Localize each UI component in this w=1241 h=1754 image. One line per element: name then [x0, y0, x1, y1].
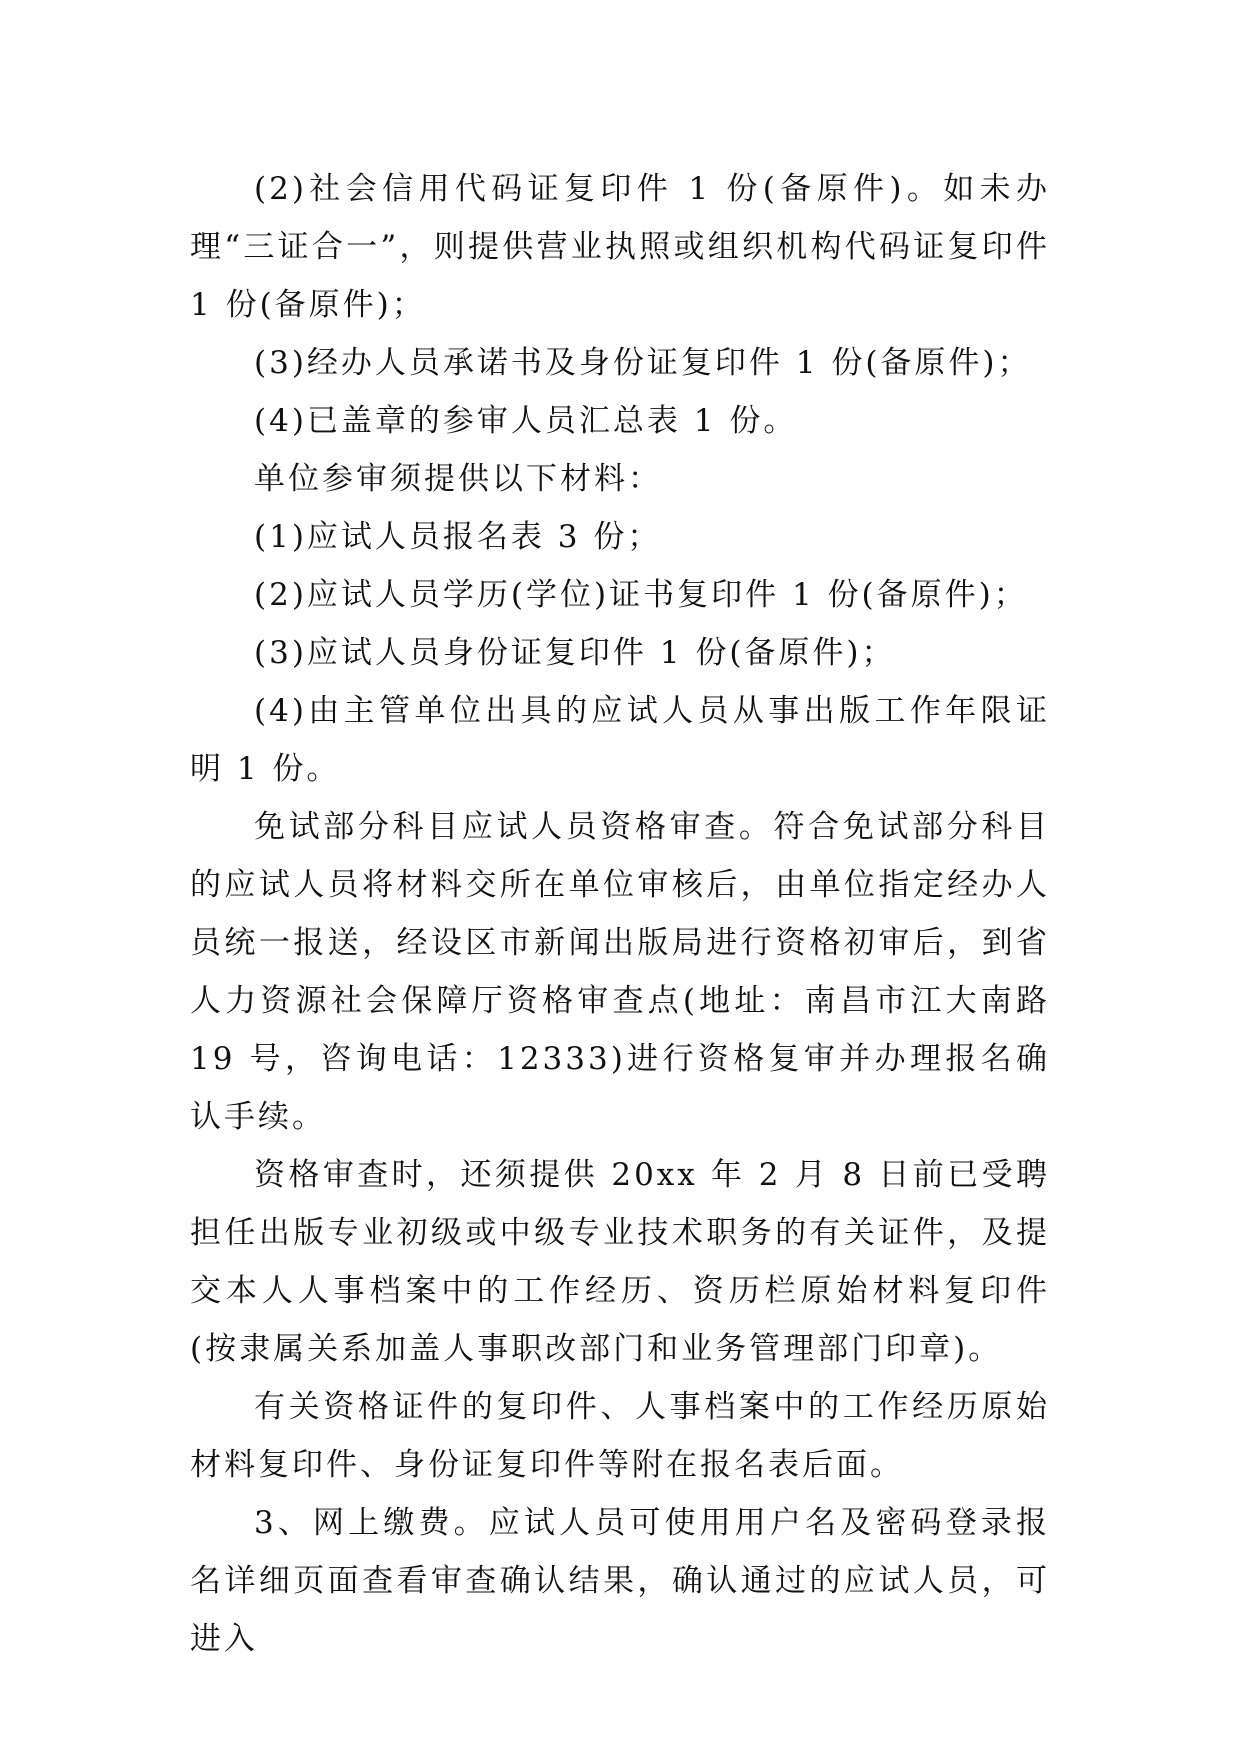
paragraph-review-documents: 资格审查时，还须提供 20xx 年 2 月 8 日前已受聘担任出版专业初级或中级专业技术职务的有关证件，及提交本人人事档案中的工作经历、资历栏原始材料复印件(按隶属关系加盖人事职改部门和业务管理部门印章)。 [190, 1157, 1050, 1367]
paragraph-exemption-review: 免试部分科目应试人员资格审查。符合免试部分科目的应试人员将材料交所在单位审核后，由单位指定经办人员统一报送，经设区市新闻出版局进行资格初审后，到省人力资源社会保障厅资格审查点(地址：南昌市江大南路 19 号，咨询电话：12333)进行资格复审并办理报名确认手续。 [190, 809, 1050, 1135]
paragraph-unit-item-3: (3)应试人员身份证复印件 1 份(备原件)； [254, 635, 896, 671]
paragraph-item-4-summary-table: (4)已盖章的参审人员汇总表 1 份。 [254, 403, 798, 439]
paragraph-unit-item-4: (4)由主管单位出具的应试人员从事出版工作年限证明 1 份。 [190, 693, 1050, 787]
document-body [190, 160, 1050, 1668]
paragraph-unit-item-2: (2)应试人员学历(学位)证书复印件 1 份(备原件)； [254, 577, 1028, 613]
paragraph-unit-item-1: (1)应试人员报名表 3 份； [254, 519, 662, 555]
paragraph-item-3-commitment: (3)经办人员承诺书及身份证复印件 1 份(备原件)； [254, 345, 1032, 381]
paragraph-attachments: 有关资格证件的复印件、人事档案中的工作经历原始材料复印件、身份证复印件等附在报名表后面。 [190, 1389, 1050, 1483]
paragraph-online-payment: 3、网上缴费。应试人员可使用用户名及密码登录报名详细页面查看审查确认结果，确认通过的应试人员，可进入 [190, 1505, 1050, 1657]
paragraph-unit-review-heading: 单位参审须提供以下材料： [254, 461, 662, 497]
paragraph-item-2-credit-code: (2)社会信用代码证复印件 1 份(备原件)。如未办理“三证合一”，则提供营业执照或组织机构代码证复印件 1 份(备原件)； [190, 171, 1050, 323]
